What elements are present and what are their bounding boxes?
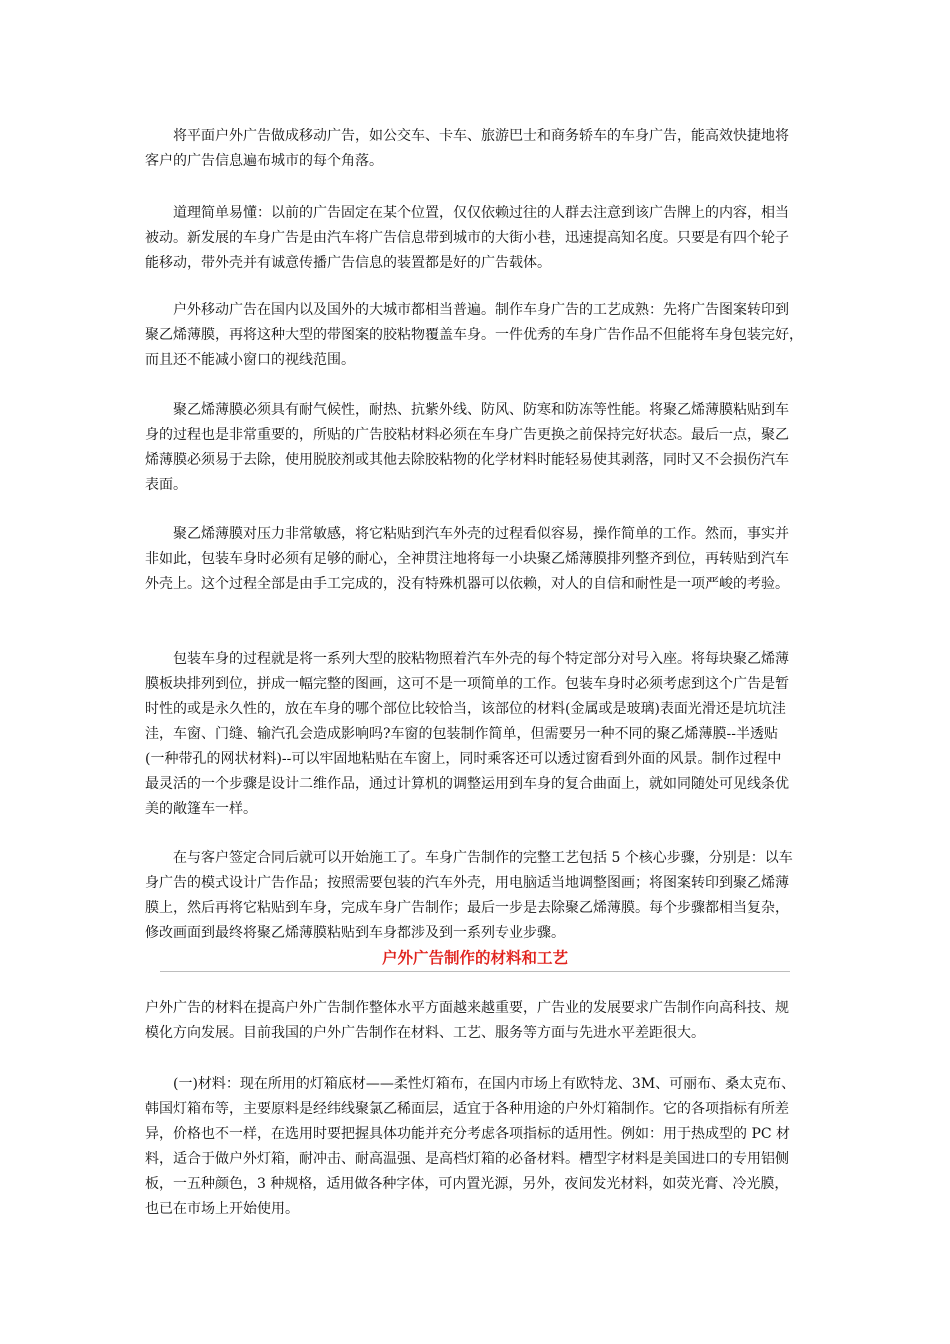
text-line: 聚乙烯薄膜必须具有耐气候性，耐热、抗紫外线、防风、防寒和防冻等性能。将聚乙烯薄膜粘贴到车 [145, 402, 789, 418]
paragraph-film-requirements [145, 398, 810, 498]
text-line: 修改画面到最终将聚乙烯薄膜粘贴到车身都涉及到一系列专业步骤。 [145, 925, 565, 941]
text-line: 将平面户外广告做成移动广告，如公交车、卡车、旅游巴士和商务轿车的车身广告，能高效快捷地将 [145, 128, 789, 144]
text-line: 户外移动广告在国内以及国外的大城市都相当普遍。制作车身广告的工艺成熟：先将广告图案转印到 [145, 302, 789, 318]
paragraph-materials-detail [145, 1072, 810, 1222]
text-line: 表面。 [145, 477, 187, 493]
text-line: 模化方向发展。目前我国的户外广告制作在材料、工艺、服务等方面与先进水平差距很大。 [145, 1025, 705, 1041]
text-line: 户外广告的材料在提高户外广告制作整体水平方面越来越重要，广告业的发展要求广告制作向高科技、规 [145, 1000, 789, 1016]
text-line: 韩国灯箱布等，主要原料是经纬线聚氯乙稀面层，适宜于各种用途的户外灯箱制作。它的各项指标有所差 [145, 1101, 789, 1117]
section-heading: 户外广告制作的材料和工艺 [381, 949, 568, 967]
text-line: 被动。新发展的车身广告是由汽车将广告信息带到城市的大街小巷，迅速提高知名度。只要是有四个轮子 [145, 230, 789, 246]
heading-divider [160, 971, 790, 972]
text-line: 而且还不能减小窗口的视线范围。 [145, 352, 355, 368]
text-line: 非如此，包装车身时必须有足够的耐心，全神贯注地将每一小块聚乙烯薄膜排列整齐到位，再转贴到汽车 [145, 551, 789, 567]
text-line: 异，价格也不一样，在选用时要把握具体功能并充分考虑各项指标的适用性。例如：用于热成型的 PC 材 [145, 1126, 791, 1142]
text-line: (一种带孔的网状材料)--可以牢固地粘贴在车窗上，同时乘客还可以透过窗看到外面的风景。制作过程中 [145, 751, 782, 767]
text-line: 能移动，带外壳并有诚意传播广告信息的装置都是好的广告载体。 [145, 255, 551, 271]
text-line: 聚乙烯薄膜，再将这种大型的带图案的胶粘物覆盖车身。一件优秀的车身广告作品不但能将车身包装完好， [145, 327, 803, 343]
text-line: (一)材料：现在所用的灯箱底材——柔性灯箱布，在国内市场上有欧特龙、3M、可丽布、桑太克布、 [145, 1076, 796, 1092]
text-line: 外壳上。这个过程全部是由手工完成的，没有特殊机器可以依赖，对人的自信和耐性是一项严峻的考验。 [145, 576, 789, 592]
paragraph-mobile-ads [145, 124, 810, 174]
text-line: 时性的或是永久性的，放在车身的哪个部位比较恰当，该部位的材料(金属或是玻璃)表面光滑还是坑坑洼 [145, 701, 786, 717]
text-line: 身广告的模式设计广告作品；按照需要包装的汽车外壳，用电脑适当地调整图画；将图案转印到聚乙烯薄 [145, 875, 789, 891]
text-line: 包装车身的过程就是将一系列大型的胶粘物照着汽车外壳的每个特定部分对号入座。将每块聚乙烯薄 [145, 651, 789, 667]
text-line: 烯薄膜必须易于去除，使用脱胶剂或其他去除胶粘物的化学材料时能轻易使其剥落，同时又不会损伤汽车 [145, 452, 789, 468]
text-line: 在与客户签定合同后就可以开始施工了。车身广告制作的完整工艺包括 5 个核心步骤，分别是：以车 [145, 850, 793, 866]
text-line: 板，一五种颜色，3 种规格，适用做各种字体，可内置光源，另外，夜间发光材料，如荧光膏、冷光膜， [145, 1176, 789, 1192]
paragraph-film-pressure [145, 522, 810, 597]
text-line: 聚乙烯薄膜对压力非常敏感，将它粘贴到汽车外壳的过程看似容易，操作简单的工作。然而，事实并 [145, 526, 789, 542]
text-line: 也已在市场上开始使用。 [145, 1201, 299, 1217]
text-line: 膜板块排列到位，拼成一幅完整的图画，这可不是一项简单的工作。包装车身时必须考虑到这个广告是暂 [145, 676, 789, 692]
text-line: 膜上，然后再将它粘贴到车身，完成车身广告制作；最后一步是去除聚乙烯薄膜。每个步骤都相当复杂， [145, 900, 789, 916]
text-line: 洼，车窗、门缝、输汽孔会造成影响吗?车窗的包装制作简单，但需要另一种不同的聚乙烯薄膜--半透贴 [145, 726, 778, 742]
paragraph-wrapping-process [145, 647, 810, 822]
text-line: 美的敞篷车一样。 [145, 801, 257, 817]
text-line: 最灵活的一个步骤是设计二维作品，通过计算机的调整运用到车身的复合曲面上，就如同随处可见线条优 [145, 776, 789, 792]
paragraph-five-steps [145, 846, 810, 946]
paragraph-materials-intro [145, 996, 810, 1046]
paragraph-outdoor-mobile [145, 298, 810, 373]
text-line: 料，适合于做户外灯箱，耐冲击、耐高温强、是高档灯箱的必备材料。槽型字材料是美国进口的专用铝侧 [145, 1151, 789, 1167]
paragraph-simple-reason [145, 201, 810, 276]
text-line: 道理简单易懂：以前的广告固定在某个位置，仅仅依赖过往的人群去注意到该广告牌上的内容，相当 [145, 205, 789, 221]
text-line: 身的过程也是非常重要的，所贴的广告胶粘材料必须在车身广告更换之前保持完好状态。最后一点，聚乙 [145, 427, 789, 443]
text-line: 客户的广告信息遍布城市的每个角落。 [145, 153, 383, 169]
